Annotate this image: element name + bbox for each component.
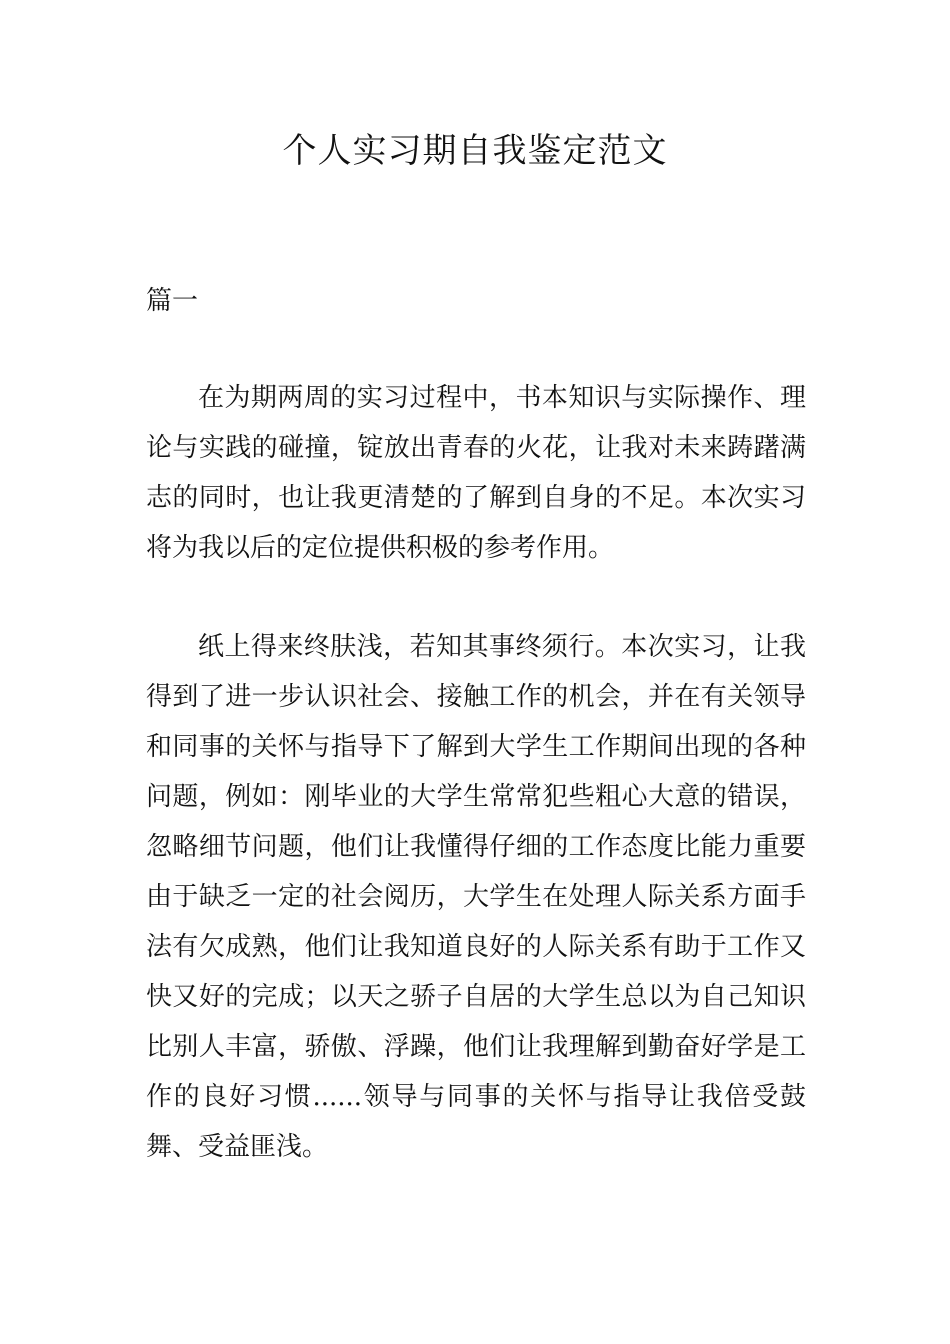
- paragraph-1: 在为期两周的实习过程中，书本知识与实际操作、理论与实践的碰撞，锭放出青春的火花，让我对未来踌躇满志的同时，也让我更清楚的了解到自身的不足。本次实习将为我以后的定位提供积极的参考作用。: [146, 383, 806, 563]
- section-label: 篇一: [146, 286, 199, 316]
- document-title: 个人实习期自我鉴定范文: [282, 131, 668, 171]
- paragraph-2: 纸上得来终肤浅，若知其事终须行。本次实习，让我得到了进一步认识社会、接触工作的机会，并在有关领导和同事的关怀与指导下了解到大学生工作期间出现的各种问题，例如：刚毕业的大学生常常犯些粗心大意的错误，忽略细节问题，他们让我懂得仔细的工作态度比能力重要由于缺乏一定的社会阅历，大学生在处理人际关系方面手法有欠成熟，他们让我知道良好的人际关系有助于工作又快又好的完成；以天之骄子自居的大学生总以为自己知识比别人丰富，骄傲、浮躁，他们让我理解到勤奋好学是工作的良好习惯......领导与同事的关怀与指导让我倍受鼓舞、受益匪浅。: [146, 632, 806, 1162]
